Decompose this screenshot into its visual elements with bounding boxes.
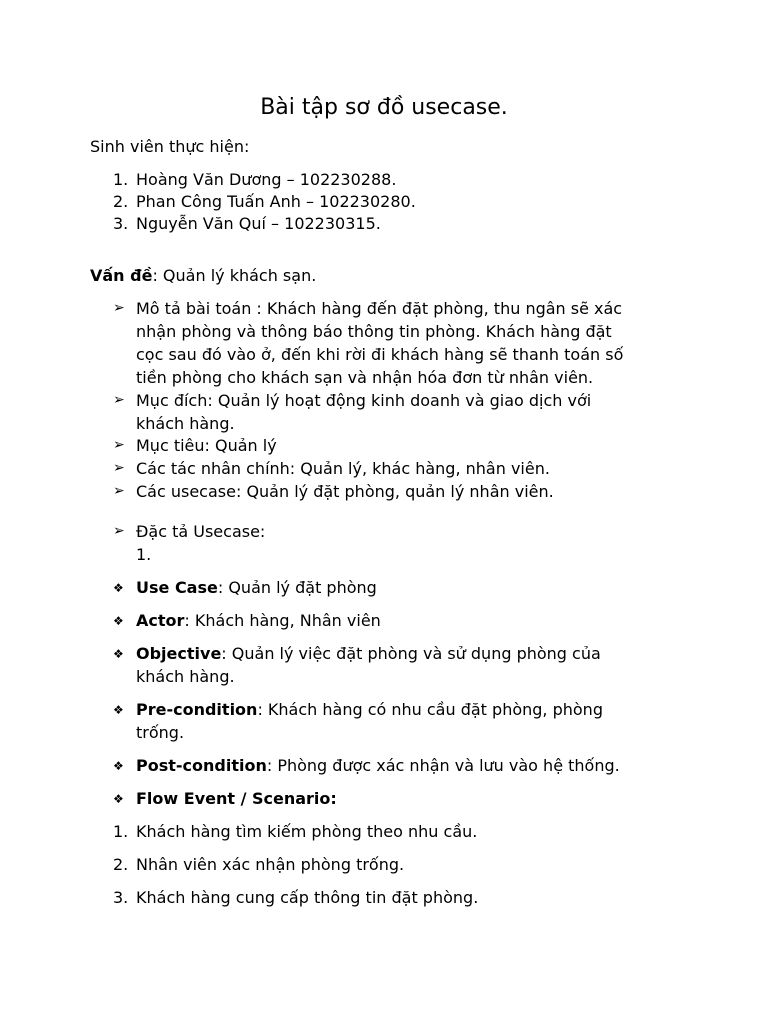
list-number: 2. <box>113 855 129 874</box>
list-number: 3. <box>113 888 129 907</box>
list-item <box>113 190 416 213</box>
diamond-bullet-icon: ❖ <box>113 581 124 595</box>
page-title: Bài tập sơ đồ usecase. <box>260 95 508 120</box>
field-label: Use Case <box>136 578 218 597</box>
arrow-bullet-icon: ➢ <box>113 392 125 408</box>
flow-step: Khách hàng tìm kiếm phòng theo nhu cầu. <box>136 822 478 841</box>
field-label: Objective <box>136 644 222 663</box>
list-item <box>113 820 478 843</box>
field-label: Flow Event / Scenario: <box>136 789 337 808</box>
list-item <box>113 886 479 909</box>
field-label: Pre-condition <box>136 700 258 719</box>
field-label: Post-condition <box>136 756 267 775</box>
list-item <box>113 853 405 876</box>
arrow-bullet-icon: ➢ <box>113 460 125 476</box>
arrow-bullet-icon: ➢ <box>113 437 125 453</box>
bullet-line: tiền phòng cho khách sạn và nhận hóa đơn từ nhân viên. <box>136 368 594 387</box>
field-value: : Quản lý việc đặt phòng và sử dụng phòng của <box>221 644 601 663</box>
diamond-bullet-icon: ❖ <box>113 614 124 628</box>
students-label: Sinh viên thực hiện: <box>90 137 250 156</box>
list-item <box>113 168 397 191</box>
field-value: : Quản lý đặt phòng <box>217 578 377 597</box>
list-number: 1. <box>113 170 129 189</box>
diamond-bullet-icon: ❖ <box>113 759 124 773</box>
bullet-line: nhận phòng và thông báo thông tin phòng. Khách hàng đặt <box>136 322 612 341</box>
student-name: Hoàng Văn Dương – 102230288. <box>136 170 397 189</box>
bullet-line: Các tác nhân chính: Quản lý, khác hàng, nhân viên. <box>136 459 550 478</box>
diamond-bullet-icon: ❖ <box>113 647 124 661</box>
bullet-line: Mô tả bài toán : Khách hàng đến đặt phòng, thu ngân sẽ xác <box>136 299 623 318</box>
arrow-bullet-icon: ➢ <box>113 523 125 539</box>
student-name: Phan Công Tuấn Anh – 102230280. <box>136 192 416 211</box>
field-value: : Khách hàng, Nhân viên <box>184 611 381 630</box>
bullet-line: cọc sau đó vào ở, đến khi rời đi khách hàng sẽ thanh toán số <box>136 345 624 364</box>
diamond-bullet-icon: ❖ <box>113 703 124 717</box>
student-name: Nguyễn Văn Quí – 102230315. <box>136 214 381 233</box>
arrow-bullet-icon: ➢ <box>113 300 125 316</box>
arrow-bullet-icon: ➢ <box>113 483 125 499</box>
field-value: : Khách hàng có nhu cầu đặt phòng, phòng <box>257 700 603 719</box>
list-number: 1. <box>113 822 129 841</box>
field-value-continued: khách hàng. <box>136 667 235 686</box>
spec-label: Đặc tả Usecase: <box>136 522 266 541</box>
field-label: Actor <box>136 611 185 630</box>
bullet-line: Các usecase: Quản lý đặt phòng, quản lý nhân viên. <box>136 482 554 501</box>
problem-value: : Quản lý khách sạn. <box>152 266 317 285</box>
bullet-line: Mục tiêu: Quản lý <box>136 436 277 455</box>
list-number: 2. <box>113 192 129 211</box>
problem-line <box>90 264 316 287</box>
flow-step: Nhân viên xác nhận phòng trống. <box>136 855 405 874</box>
spec-number: 1. <box>136 545 152 564</box>
list-number: 3. <box>113 214 129 233</box>
flow-step: Khách hàng cung cấp thông tin đặt phòng. <box>136 888 479 907</box>
bullet-line: Mục đích: Quản lý hoạt động kinh doanh và giao dịch với <box>136 391 592 410</box>
field-value: : Phòng được xác nhận và lưu vào hệ thống. <box>266 756 620 775</box>
bullet-line: khách hàng. <box>136 414 235 433</box>
list-item <box>113 212 381 235</box>
diamond-bullet-icon: ❖ <box>113 792 124 806</box>
field-value-continued: trống. <box>136 723 185 742</box>
problem-label: Vấn đề <box>90 266 153 285</box>
